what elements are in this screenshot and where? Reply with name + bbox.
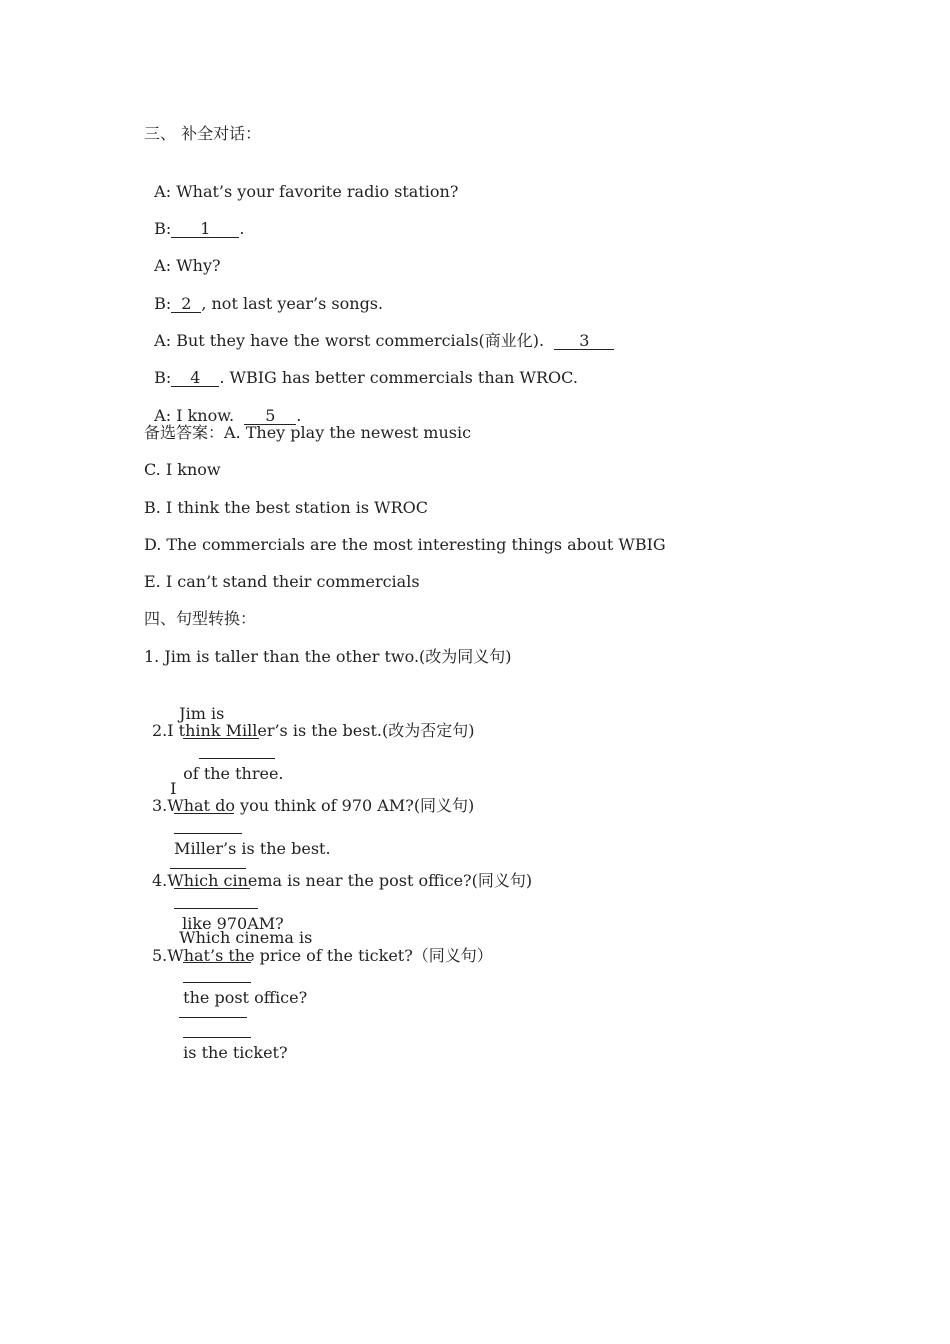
dialogue-line-3	[144, 236, 221, 276]
answer-text: Which cinema is	[179, 928, 313, 947]
answer-text: Jim is	[179, 704, 225, 723]
option-c: C. I know	[144, 460, 221, 479]
dialogue-line-4	[144, 274, 383, 314]
answer-text: of the three.	[183, 764, 284, 783]
answer-blank-2[interactable]: 2	[171, 296, 201, 313]
answer-blank-3[interactable]: 3	[554, 333, 614, 350]
answer-blank-4[interactable]: 4	[171, 370, 219, 387]
question-1: 1. Jim is taller than the other two.(改为同义句)	[144, 647, 512, 666]
answer-blank-5[interactable]: 5	[244, 408, 296, 425]
answer-text: Miller’s is the best.	[174, 839, 331, 858]
answer-text: I	[170, 779, 177, 798]
question-2: 2.I think Miller’s is the best.(改为否定句)	[152, 721, 475, 740]
section4-heading: 四、句型转换：	[144, 609, 257, 628]
answer-blank[interactable]	[183, 1037, 251, 1038]
dialogue-text: A: Why?	[154, 256, 221, 275]
dialogue-text: A: I know.	[154, 406, 245, 425]
option-d: D. The commercials are the most interesting things about WBIG	[144, 535, 666, 554]
dialogue-text: .	[296, 406, 302, 425]
dialogue-text: . WBIG has better commercials than WROC.	[219, 368, 578, 387]
answer-blank[interactable]	[179, 1017, 247, 1018]
answer-text: the post office?	[183, 988, 308, 1007]
question-5: 5.What’s the price of the ticket?（同义句）	[152, 946, 493, 965]
question-4: 4.Which cinema is near the post office?(同义句)	[152, 871, 533, 890]
dialogue-line-6	[144, 348, 578, 388]
dialogue-line-2	[144, 199, 244, 239]
answer-line-5	[169, 983, 288, 1063]
dialogue-line-1	[144, 162, 458, 202]
dialogue-text: B:	[154, 368, 172, 387]
dialogue-text: A: But they have the worst commercials(商业化).	[154, 331, 555, 350]
question-3: 3.What do you think of 970 AM?(同义句)	[152, 796, 475, 815]
option-a: 备选答案：A. They play the newest music	[144, 423, 472, 442]
answer-text: is the ticket?	[183, 1043, 288, 1062]
answer-blank-1[interactable]: 1	[171, 221, 239, 238]
option-e: E. I can’t stand their commercials	[144, 572, 420, 591]
dialogue-line-7	[144, 386, 301, 426]
answer-text: like 970AM?	[182, 914, 284, 933]
dialogue-text: B:	[154, 219, 172, 238]
dialogue-line-5	[144, 311, 614, 351]
section3-heading: 三、 补全对话：	[144, 124, 262, 143]
option-b: B. I think the best station is WROC	[144, 498, 429, 517]
dialogue-text: A: What’s your favorite radio station?	[154, 182, 459, 201]
dialogue-text: , not last year’s songs.	[201, 294, 384, 313]
answer-blank[interactable]	[170, 868, 246, 869]
dialogue-text: .	[239, 219, 245, 238]
dialogue-text: B:	[154, 294, 172, 313]
